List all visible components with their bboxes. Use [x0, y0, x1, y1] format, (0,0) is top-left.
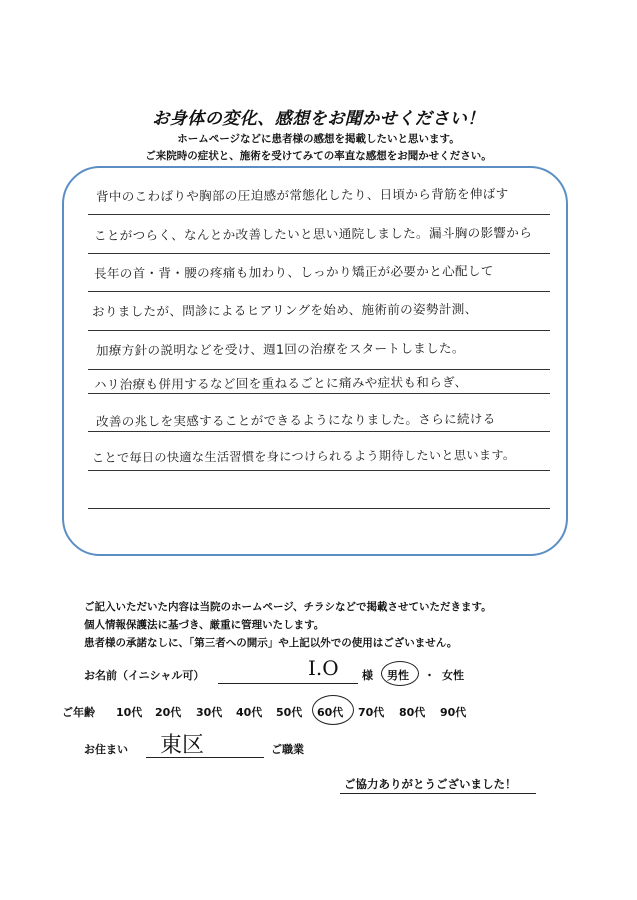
- age-option-80[interactable]: 80代: [399, 706, 426, 719]
- ruled-line: [88, 393, 550, 394]
- name-label: お名前（イニシャル可）: [84, 669, 205, 682]
- gender-separator: ・: [424, 669, 435, 682]
- age-option-40[interactable]: 40代: [236, 706, 263, 719]
- age-option-90[interactable]: 90代: [440, 706, 467, 719]
- header-line-1: ホームページなどに患者様の感想を掲載したいと思います。: [177, 133, 460, 145]
- form-title: お身体の変化、感想をお聞かせください！: [152, 109, 485, 129]
- comment-line: 改善の兆しを実感することができるようになりました。さらに続ける: [95, 411, 496, 430]
- age-option-30[interactable]: 30代: [196, 706, 223, 719]
- age-option-50[interactable]: 50代: [276, 706, 303, 719]
- name-underline: [218, 683, 358, 684]
- gender-female-option[interactable]: 女性: [442, 669, 464, 682]
- ruled-line: [88, 214, 550, 215]
- ruled-line: [88, 330, 550, 331]
- thanks-message: ご協力ありがとうございました！: [344, 777, 517, 791]
- age-label: ご年齢: [62, 706, 95, 719]
- notice-line-2: 個人情報保護法に基づき、厳重に管理いたします。: [84, 619, 325, 631]
- name-value: I.O: [308, 656, 339, 680]
- occupation-label: ご職業: [271, 743, 304, 756]
- address-label: お住まい: [84, 743, 128, 756]
- age-option-70[interactable]: 70代: [358, 706, 385, 719]
- ruled-line: [88, 369, 550, 370]
- notice-line-1: ご記入いただいた内容は当院のホームページ、チラシなどで掲載させていただきます。: [84, 601, 492, 613]
- comment-line: 長年の首・背・腰の疼痛も加わり、しっかり矯正が必要かと心配して: [93, 263, 494, 282]
- ruled-line: [88, 508, 550, 509]
- comment-line: ことがつらく、なんとか改善したいと思い通院しました。漏斗胸の影響から: [93, 224, 533, 244]
- comment-line: 背中のこわばりや胸部の圧迫感が常態化したり、日頃から背筋を伸ばす: [95, 186, 509, 205]
- notice-line-3: 患者様の承諾なしに、「第三者への開示」や上記以外での使用はございません。: [84, 637, 458, 649]
- header-line-2: ご来院時の症状と、施術を受けてみての率直な感想をお聞かせください。: [145, 150, 492, 162]
- gender-male-option[interactable]: 男性: [387, 669, 409, 682]
- comment-line: おりましたが、問診によるヒアリングを始め、施術前の姿勢計測、: [91, 301, 478, 320]
- thanks-underline: [340, 793, 536, 794]
- comment-line: 加療方針の説明などを受け、週1回の治療をスタートしました。: [95, 340, 465, 359]
- ruled-line: [88, 291, 550, 292]
- age-option-20[interactable]: 20代: [155, 706, 182, 719]
- ruled-line: [88, 431, 550, 432]
- address-value: 東区: [160, 733, 205, 758]
- ruled-line: [88, 253, 550, 254]
- comment-line: ハリ治療も併用するなど回を重ねるごとに痛みや症状も和らぎ、: [93, 374, 468, 393]
- comment-line: ことで毎日の快適な生活習慣を身につけられるよう期待したいと思います。: [91, 448, 516, 466]
- age-option-60[interactable]: 60代: [317, 706, 344, 719]
- age-option-10[interactable]: 10代: [116, 706, 143, 719]
- honorific: 様: [362, 669, 373, 682]
- ruled-line: [88, 470, 550, 471]
